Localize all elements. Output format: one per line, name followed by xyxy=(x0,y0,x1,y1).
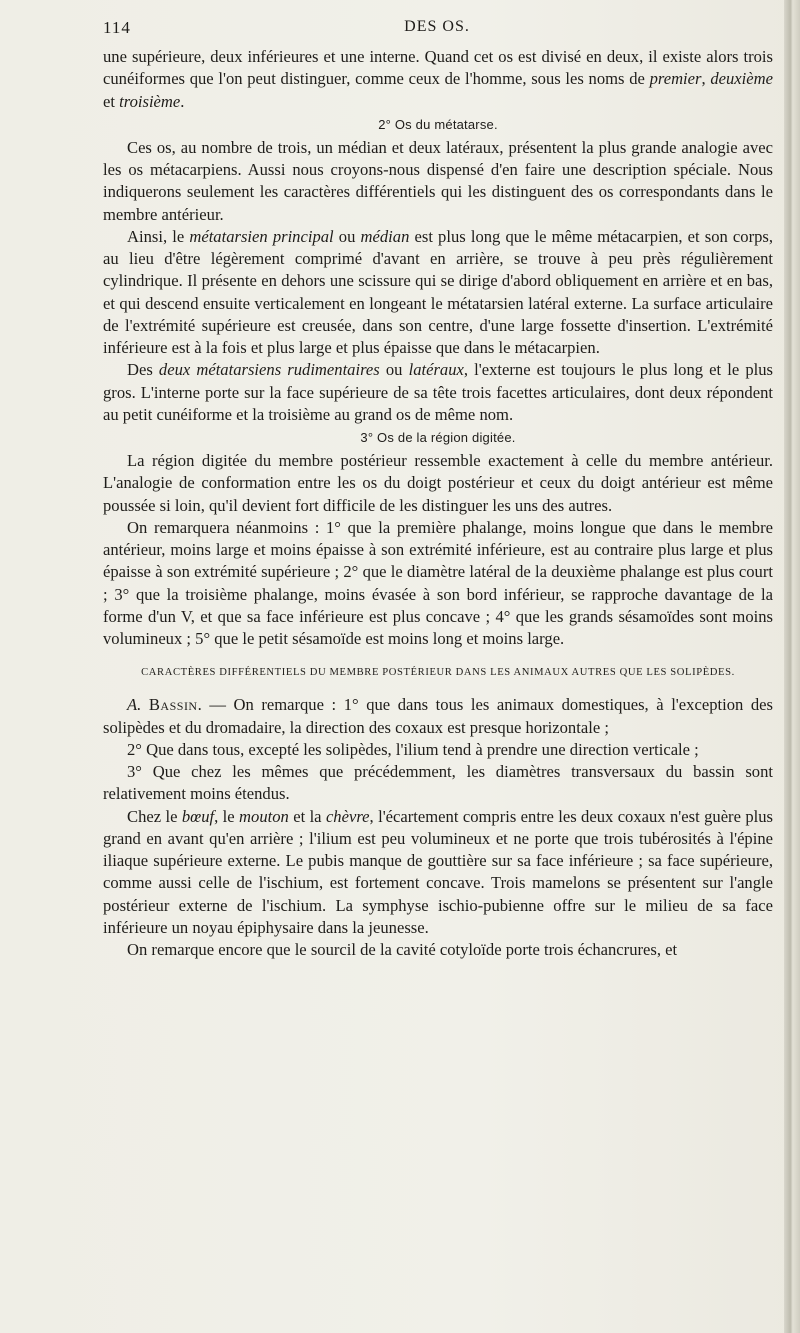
running-head xyxy=(103,18,771,42)
body-text xyxy=(103,46,773,961)
paragraph: A. Bassin. — On remarque : 1° que dans tous les animaux domestiques, à l'exception des solipèdes et du dromadaire, la direction des coxaux est presque horizontale ; xyxy=(103,695,773,737)
paragraph: On remarque encore que le sourcil de la cavité cotyloïde porte trois échancrures, et xyxy=(127,940,678,959)
chapter-heading: CARACTÈRES DIFFÉRENTIELS DU MEMBRE POSTÉRIEUR DANS LES ANIMAUX AUTRES QUE LES SOLIPÈDES. xyxy=(141,667,735,679)
paragraph: Des deux métatarsiens rudimentaires ou latéraux, l'externe est toujours le plus long et le plus gros. L'interne porte sur la face supérieure de sa tête trois facettes articulaires, dont deux répondent au petit cunéiforme et la troisième au grand os de même nom. xyxy=(103,360,773,424)
paragraph: 2° Que dans tous, excepté les solipèdes, l'ilium tend à prendre une direction verticale ; xyxy=(127,739,699,759)
paragraph: 3° Que chez les mêmes que précédemment, les diamètres transversaux du bassin sont relativement moins étendus. xyxy=(103,762,773,804)
paragraph: Chez le bœuf, le mouton et la chèvre, l'écartement compris entre les deux coxaux n'est guère plus grand en avant qu'en arrière ; l'ilium est peu volumineux et ne porte que trois tubérosités à l'épine iliaque supérieure externe. Le pubis manque de gouttière sur sa face inférieure ; sa face supérieure, comme aussi celle de l'ischium, est fortement concave. Trois mamelons se présentent sur l'angle postérieur externe de l'ischium. La symphyse ischio-pubienne offre sur le milieu de sa face inférieure un noyau épiphysaire dans la jeunesse. xyxy=(103,806,773,937)
page-edge xyxy=(784,0,800,1333)
paragraph: une supérieure, deux inférieures et une interne. Quand cet os est divisé en deux, il existe alors trois cunéiformes que l'on peut distinguer, comme ceux de l'homme, sous les noms de premier, deuxième et troisième. xyxy=(103,47,773,111)
paragraph: On remarquera néanmoins : 1° que la première phalange, moins longue que dans le membre antérieur, moins large et moins épaisse à son extrémité inférieure, est au contraire plus large et plus épaisse à son extrémité supérieure ; 2° que le diamètre latéral de la deuxième phalange est plus court ; 3° que la troisième phalange, moins évasée à son bord inférieur, se rapproche davantage de la forme d'un V, et que sa face inférieure est plus concave ; 4° que les grands sésamoïdes sont moins volumineux ; 5° que le petit sésamoïde est moins long et moins large. xyxy=(103,517,773,648)
running-head-title: DES OS. xyxy=(404,18,470,35)
paragraph: La région digitée du membre postérieur ressemble exactement à celle du membre antérieur. L'analogie de conformation entre les os du doigt postérieur et ceux du doigt antérieur est même poussée si loin, qu'il devient fort difficile de les distinguer les uns des autres. xyxy=(103,451,773,515)
paragraph: Ces os, au nombre de trois, un médian et deux latéraux, présentent la plus grande analogie avec les os métacarpiens. Aussi nous croyons-nous dispensé d'en faire une description spéciale. Nous indiquerons seulement les caractères différentiels qui les distinguent des os correspondants dans le membre antérieur. xyxy=(103,137,773,224)
section-heading: 3° Os de la région digitée. xyxy=(360,430,516,445)
section-heading: 2° Os du métatarse. xyxy=(378,116,498,132)
page-number: 114 xyxy=(103,18,131,37)
paragraph: Ainsi, le métatarsien principal ou médian est plus long que le même métacarpien, et son corps, au lieu d'être légèrement comprimé d'avant en arrière, se trouve à peu près régulièrement cylindrique. Il présente en dehors une scissure qui se dirige d'abord obliquement en arrière et en bas, et qui descend ensuite verticalement en longeant le métatarsien latéral externe. La surface articulaire de l'extrémité supérieure est creusée, dans son centre, d'une large fossette d'insertion. L'extrémité inférieure est à la fois et plus large et plus épaisse que dans le métacarpien. xyxy=(103,226,774,357)
